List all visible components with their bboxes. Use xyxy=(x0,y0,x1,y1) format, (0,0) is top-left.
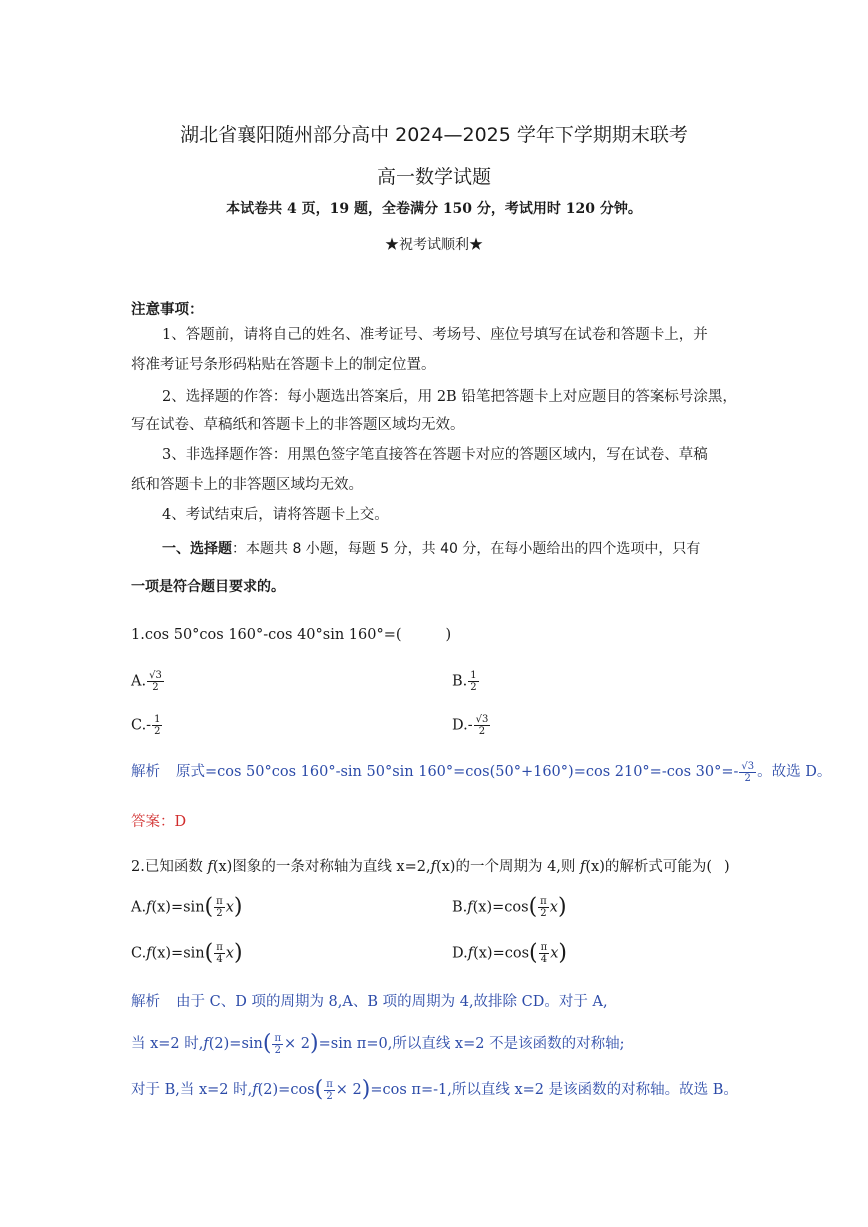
q2-option-d xyxy=(452,942,567,965)
q2-stem-a: 2.已知函数 xyxy=(131,859,208,875)
exam-subtitle: 高一数学试题 xyxy=(376,166,491,188)
q2-analysis2-d: =sin π=0,所以直线 x=2 不是该函数的对称轴; xyxy=(318,1036,625,1052)
q2-b-fn: f xyxy=(467,899,473,916)
q2-analysis3-frac xyxy=(324,1079,335,1102)
q1-answer-label: 答案： xyxy=(131,814,175,830)
q2-analysis2-num: π xyxy=(274,1032,282,1044)
q1-analysis-num: √3 xyxy=(741,760,755,772)
q2-analysis3-d: =cos π=-1,所以直线 x=2 是该函数的对称轴。故选 B。 xyxy=(370,1082,738,1098)
q2-b-lparen-icon: ( xyxy=(528,894,538,920)
q2-d-den: 4 xyxy=(540,954,548,965)
q1-analysis-den: 2 xyxy=(744,772,751,784)
q2-analysis2-c: × 2 xyxy=(284,1036,311,1052)
q2-d-num: π xyxy=(540,942,548,953)
q2-d-lparen-icon: ( xyxy=(529,940,538,966)
q2-d-fn: f xyxy=(467,945,474,962)
q2-stem-f1: f xyxy=(207,859,213,875)
q2-stem-d: (x)的一个周期为 4,则 xyxy=(435,859,581,875)
q2-analysis2-rparen-icon: ) xyxy=(310,1031,319,1056)
note-line-3: 2、选择题的作答：每小题选出答案后，用 2B 铅笔把答题卡上对应题目的答案标号涂黑， xyxy=(162,389,737,405)
q1-analysis-end: 。故选 D。 xyxy=(757,764,832,780)
q2-a-pre: A. xyxy=(131,899,147,916)
q1-option-c-prefix: C.- xyxy=(131,717,152,734)
q2-analysis1: 由于 C、D 项的周期为 8,A、B 项的周期为 4,故排除 CD。对于 A, xyxy=(176,994,608,1010)
q1-a-num: √3 xyxy=(149,670,162,681)
q2-d-var: x xyxy=(550,945,559,962)
section1-line2: 一项是符合题目要求的。 xyxy=(131,579,285,595)
q2-a-rparen-icon: ) xyxy=(233,894,243,920)
q2-analysis-line1 xyxy=(131,990,608,1011)
q2-c-fn: f xyxy=(146,945,152,962)
q2-a-num: π xyxy=(216,896,223,907)
q2-analysis3-f: f xyxy=(252,1082,258,1098)
q1-option-b xyxy=(452,670,480,693)
q2-d-rparen-icon: ) xyxy=(558,940,567,966)
q1-option-b-prefix: B. xyxy=(452,673,468,690)
q2-a-lparen-icon: ( xyxy=(204,894,214,920)
q1-analysis xyxy=(131,760,831,784)
q2-option-b xyxy=(452,896,567,919)
q1-stem-text: 1.cos 50°cos 160°-cos 40°sin 160°=( xyxy=(131,627,402,643)
q2-b-den: 2 xyxy=(540,908,547,919)
note-line-2: 将准考证号条形码粘贴在答题卡上的制定位置。 xyxy=(131,357,436,373)
q2-analysis2-f: f xyxy=(203,1036,209,1052)
q2-b-mid: (x)=cos xyxy=(472,899,529,916)
q2-a-den: 2 xyxy=(216,908,223,919)
q1-analysis-text: 原式=cos 50°cos 160°-sin 50°sin 160°=cos(50°+160°)=cos 210°=-cos 30°=- xyxy=(176,764,739,780)
q1-option-d-prefix: D.- xyxy=(452,717,473,734)
note-line-1: 1、答题前，请将自己的姓名、准考证号、考场号、座位号填写在试卷和答题卡上，并 xyxy=(162,327,708,343)
q2-a-fn: f xyxy=(146,899,152,916)
q2-stem-b: (x)图象的一条对称轴为直线 x=2, xyxy=(212,859,431,875)
note-line-5: 3、非选择题作答：用黑色签字笔直接答在答题卡对应的答题区域内，写在试卷、草稿 xyxy=(162,447,708,463)
q1-option-a xyxy=(131,670,165,693)
q1-stem-close: ) xyxy=(445,627,452,643)
q1-c-num: 1 xyxy=(154,714,161,725)
exam-title: 湖北省襄阳随州部分高中 2024—2025 学年下学期期末联考 xyxy=(180,124,688,146)
q1-option-b-frac xyxy=(468,670,478,693)
q2-c-var: x xyxy=(225,945,234,962)
q2-analysis2-den: 2 xyxy=(274,1044,281,1056)
q2-b-num: π xyxy=(540,896,547,907)
q1-option-a-frac xyxy=(147,670,164,693)
q2-analysis2-a: 当 x=2 时, xyxy=(131,1036,204,1052)
q2-b-frac xyxy=(538,896,549,919)
q2-analysis3-lparen-icon: ( xyxy=(314,1077,324,1102)
q2-analysis-line3 xyxy=(131,1078,738,1102)
q1-option-a-prefix: A. xyxy=(131,673,147,690)
q2-c-frac xyxy=(214,942,225,965)
q2-a-frac xyxy=(214,896,225,919)
q1-b-den: 2 xyxy=(470,682,477,693)
q2-stem xyxy=(131,855,730,876)
exam-info: 本试卷共 4 页，19 题，全卷满分 150 分，考试用时 120 分钟。 xyxy=(226,201,642,217)
q2-analysis2-b: (2)=sin xyxy=(208,1036,263,1052)
q2-option-c xyxy=(131,942,243,965)
q1-b-num: 1 xyxy=(470,670,477,681)
note-line-4: 写在试卷、草稿纸和答题卡上的非答题区域均无效。 xyxy=(131,417,465,433)
q2-analysis-label: 解析 xyxy=(131,994,160,1010)
q2-d-frac xyxy=(539,942,550,965)
section1-line1 xyxy=(162,534,700,564)
q2-c-mid: (x)=sin xyxy=(151,945,205,962)
q1-analysis-frac xyxy=(739,761,756,784)
q2-option-a xyxy=(131,896,242,919)
q2-stem-g: (x)的解析式可能为( xyxy=(585,859,713,875)
q2-stem-f3: f xyxy=(580,859,586,875)
q2-stem-close: ) xyxy=(724,859,730,875)
q2-a-var: x xyxy=(225,899,234,916)
q2-analysis3-a: 对于 B,当 x=2 时, xyxy=(131,1082,253,1098)
section1-label: 一、选择题 xyxy=(162,541,232,557)
q2-c-pre: C. xyxy=(131,945,147,962)
q1-d-num: √3 xyxy=(475,714,489,725)
q2-c-den: 4 xyxy=(216,954,223,965)
q2-analysis3-num: π xyxy=(326,1078,333,1090)
q1-analysis-label: 解析 xyxy=(131,764,160,780)
q1-option-c xyxy=(131,714,163,737)
q2-analysis2-frac xyxy=(272,1033,283,1056)
q2-b-rparen-icon: ) xyxy=(557,894,567,920)
q2-stem-f2: f xyxy=(430,859,436,875)
note-line-7: 4、考试结束后，请将答题卡上交。 xyxy=(162,507,389,523)
q1-option-d xyxy=(452,714,491,737)
q1-c-den: 2 xyxy=(154,726,161,737)
q1-d-den: 2 xyxy=(478,726,486,737)
q1-stem xyxy=(131,627,451,643)
q2-c-lparen-icon: ( xyxy=(204,940,214,966)
q1-option-c-frac xyxy=(152,714,162,737)
q2-analysis3-c: × 2 xyxy=(335,1082,362,1098)
note-line-6: 纸和答题卡上的非答题区域均无效。 xyxy=(131,477,363,493)
q2-d-mid: (x)=cos xyxy=(473,945,530,962)
q2-analysis-line2 xyxy=(131,1032,624,1056)
q2-analysis3-b: (2)=cos xyxy=(257,1082,315,1098)
q1-option-d-frac xyxy=(474,714,491,737)
q1-answer-value: D xyxy=(174,814,187,830)
section1-text: ：本题共 8 小题，每题 5 分，共 40 分，在每小题给出的四个选项中，只有 xyxy=(232,541,701,557)
exam-wish: ★祝考试顺利★ xyxy=(385,237,483,253)
q2-a-mid: (x)=sin xyxy=(151,899,205,916)
q2-analysis2-lparen-icon: ( xyxy=(262,1031,272,1056)
q2-analysis3-den: 2 xyxy=(326,1090,333,1102)
q2-c-num: π xyxy=(216,942,223,953)
q2-analysis3-rparen-icon: ) xyxy=(361,1077,371,1102)
q2-d-pre: D. xyxy=(452,945,468,962)
notes-heading: 注意事项： xyxy=(131,301,204,318)
q2-c-rparen-icon: ) xyxy=(233,940,243,966)
q2-b-pre: B. xyxy=(452,899,468,916)
q1-a-den: 2 xyxy=(152,682,159,693)
q1-answer xyxy=(131,810,186,831)
q2-b-var: x xyxy=(549,899,558,916)
